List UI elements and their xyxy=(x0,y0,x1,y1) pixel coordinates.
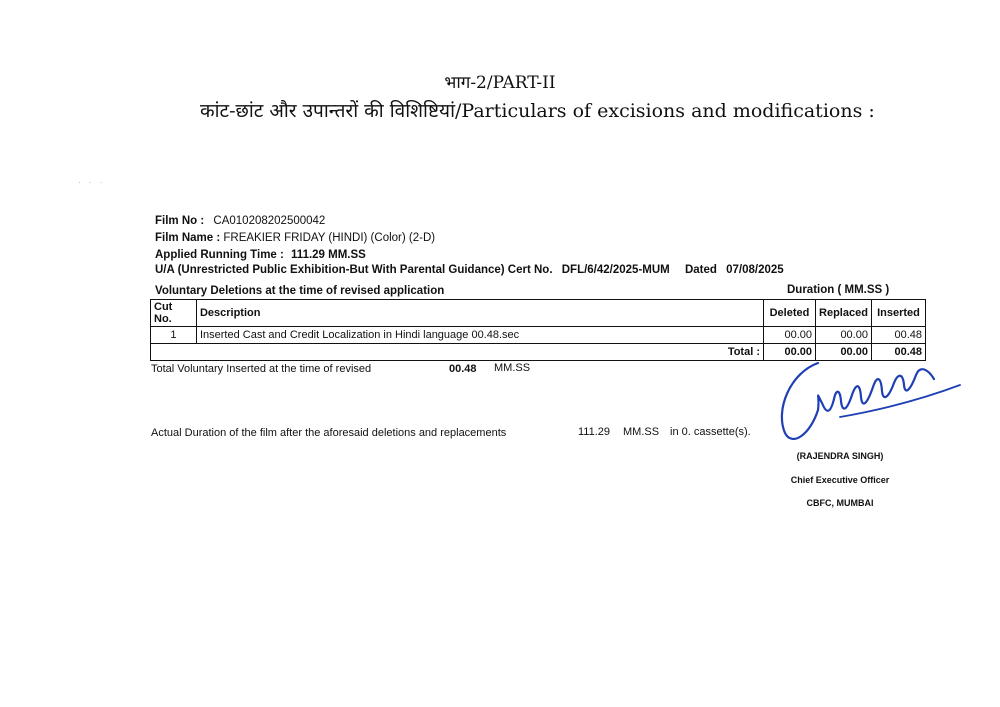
cuts-table xyxy=(150,299,926,361)
cell-deleted: 00.00 xyxy=(764,327,816,344)
running-time-label: Applied Running Time : xyxy=(155,249,284,261)
film-name-row xyxy=(155,232,435,244)
cassette-text: in 0. cassette(s). xyxy=(670,426,751,438)
film-no-row xyxy=(155,215,325,227)
cell-cut-no: 1 xyxy=(151,327,197,344)
total-replaced: 00.00 xyxy=(815,344,871,361)
page-title: कांट-छांट और उपान्तरों की विशिष्टियां/Particulars of excisions and modifications : xyxy=(200,100,875,122)
film-no-value: CA010208202500042 xyxy=(213,215,326,227)
running-time-value: 111.29 MM.SS xyxy=(291,249,366,261)
film-no-label: Film No : xyxy=(155,215,205,227)
signatory-designation: Chief Executive Officer xyxy=(790,475,890,485)
total-deleted: 00.00 xyxy=(764,344,816,361)
signatory-name: (RAJENDRA SINGH) xyxy=(796,451,884,461)
cell-replaced: 00.00 xyxy=(815,327,871,344)
certificate-text: U/A (Unrestricted Public Exhibition-But With Parental Guidance) Cert No. xyxy=(155,264,553,276)
signatory-office: CBFC, MUMBAI xyxy=(806,498,874,508)
header-deleted: Deleted xyxy=(764,300,816,327)
section-title: Voluntary Deletions at the time of revised application xyxy=(155,285,445,297)
total-inserted: 00.48 xyxy=(871,344,925,361)
running-time-row xyxy=(155,249,366,261)
actual-duration-label: Actual Duration of the film after the aforesaid deletions and replacements xyxy=(151,427,507,439)
actual-duration-unit: MM.SS xyxy=(623,426,660,438)
header-inserted: Inserted xyxy=(871,300,925,327)
header-cut-no: Cut No. xyxy=(151,300,197,327)
total-label: Total : xyxy=(151,344,764,361)
part-heading: भाग-2/PART-II xyxy=(444,73,556,93)
table-row xyxy=(151,327,926,344)
dated-label: Dated xyxy=(684,264,717,276)
cell-inserted: 00.48 xyxy=(871,327,925,344)
inserted-summary-label: Total Voluntary Inserted at the time of revised xyxy=(151,363,372,375)
header-description: Description xyxy=(196,300,763,327)
dated-value: 07/08/2025 xyxy=(726,264,784,276)
actual-duration-value: 111.29 xyxy=(578,426,611,438)
certificate-number: DFL/6/42/2025-MUM xyxy=(561,264,670,276)
table-header-row xyxy=(151,300,926,327)
header-replaced: Replaced xyxy=(815,300,871,327)
cell-description: Inserted Cast and Credit Localization in Hindi language 00.48.sec xyxy=(196,327,763,344)
duration-title: Duration ( MM.SS ) xyxy=(787,284,890,296)
scan-specks: · · · xyxy=(78,178,106,187)
signature-icon xyxy=(770,355,970,450)
film-name-value: FREAKIER FRIDAY (HINDI) (Color) (2-D) xyxy=(223,232,436,244)
inserted-summary-value: 00.48 xyxy=(449,363,477,375)
certificate-row xyxy=(155,264,784,276)
film-name-label: Film Name : xyxy=(155,232,221,244)
inserted-summary-unit: MM.SS xyxy=(494,362,531,374)
